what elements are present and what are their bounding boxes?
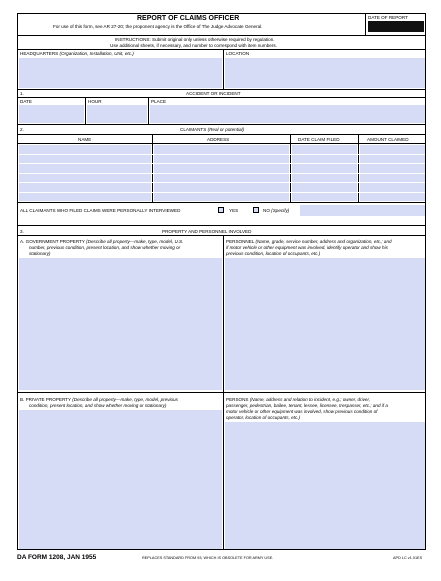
- interviewed-label: ALL CLAIMANTS WHO FILED CLAIMS WERE PERSONALLY INTERVIEWED: [20, 208, 181, 213]
- section-2-title: CLAIMANTS (Real or potential): [180, 127, 245, 132]
- personnel-field[interactable]: [225, 258, 425, 390]
- no-checkbox[interactable]: [253, 207, 259, 213]
- date-report-divider: [365, 13, 366, 35]
- replaces-note: REPLACES STANDARD FROM 93, WHICH IS OBSOLETE FOR ARMY USE.: [142, 556, 274, 560]
- no-label: NO (Specify): [263, 208, 290, 213]
- location-label: LOCATION: [226, 51, 250, 56]
- private-property-label: B. PRIVATE PROPERTY (Describe all property—make, type, model, previous: [20, 397, 178, 402]
- form-title: REPORT OF CLAIMS OFFICER: [137, 15, 240, 22]
- form-subtitle: For use of this form, see AR 27-20; the proponent agency is the Office of The Judge Advocate General.: [53, 24, 263, 29]
- date-label: DATE: [20, 99, 32, 104]
- yes-checkbox[interactable]: [218, 207, 224, 213]
- yes-label: YES: [229, 208, 239, 213]
- column-amount-claimed: AMOUNT CLAIMED: [367, 137, 409, 142]
- private-property-field[interactable]: [19, 410, 222, 549]
- persons-note-4: operator, location of occupants, etc.): [226, 415, 301, 420]
- persons-field[interactable]: [225, 422, 425, 549]
- location-field[interactable]: [225, 58, 425, 88]
- hour-label: HOUR: [88, 99, 102, 104]
- instructions-line-2: Use additional sheets, if necessary, and number to correspond with item numbers.: [110, 43, 277, 48]
- no-specify-field[interactable]: [300, 205, 425, 216]
- headquarters-field[interactable]: [19, 58, 222, 88]
- persons-note-3: motor vehicle or other equipment was involved, show previous condition of: [226, 409, 378, 414]
- government-property-label: A. GOVERNMENT PROPERTY (Describe all property—make, type, model, U.S.: [20, 239, 184, 244]
- date-of-report-label: DATE OF REPORT: [368, 15, 408, 20]
- section-3-number: 3.: [20, 229, 24, 234]
- government-property-note-3: stationary): [29, 251, 51, 256]
- headquarters-label: HEADQUARTERS (Organization, Installation, Unit, etc.): [20, 51, 134, 56]
- place-field[interactable]: [150, 105, 425, 123]
- hour-field[interactable]: [87, 105, 147, 123]
- date-field[interactable]: [19, 105, 84, 123]
- version-note: APD LC v1.01ES: [393, 556, 423, 560]
- column-name: NAME: [78, 137, 92, 142]
- persons-label: PERSONS (Name, address and relation to incident, e.g.; owner, driver,: [226, 397, 371, 402]
- persons-note-2: passenger, pedestrian, bailee, tenant, lessee, licensee, trespasser, etc.; and if a: [226, 403, 388, 408]
- section-1-number: 1.: [20, 91, 24, 96]
- private-property-note-2: condition, present location, and show whether moving or stationary): [29, 403, 167, 408]
- government-property-note-2: number, previous condition, present location, and show whether moving or: [29, 245, 181, 250]
- form-id: DA FORM 1208, JAN 1955: [17, 554, 97, 561]
- column-date-claim-filed: DATE CLAIM FILED: [298, 137, 340, 142]
- instructions-line-1: INSTRUCTIONS: Submit original only unless otherwise required by regulation.: [115, 37, 275, 42]
- personnel-note-2: if motor vehicle or other equipment was involved, identify operator and show his: [226, 245, 388, 250]
- section-3-title: PROPERTY AND PERSONNEL INVOLVED: [162, 229, 252, 234]
- section-2-number: 2.: [20, 127, 24, 132]
- government-property-field[interactable]: [19, 258, 222, 390]
- date-of-report-field[interactable]: [368, 21, 424, 32]
- column-address: ADDRESS: [207, 137, 230, 142]
- personnel-label: PERSONNEL (Name, grade, service number, address and organization, etc.; and: [226, 239, 392, 244]
- personnel-note-3: previous condition, location of occupants, etc.): [226, 251, 321, 256]
- place-label: PLACE: [151, 99, 167, 104]
- section-1-title: ACCIDENT OR INCIDENT: [186, 91, 241, 96]
